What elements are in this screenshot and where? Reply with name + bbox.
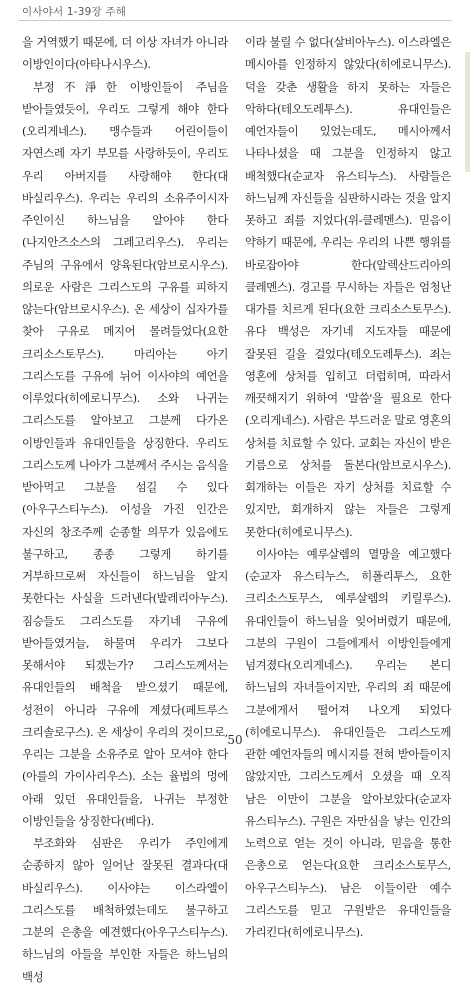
left-paragraph-2: 부정不淨한 이방인들이 주님을 받아들였듯이, 우리도 그렇게 해야 한다(오리게네스). 맹수들과 어린이들이 자연스레 자기 부모를 사랑하듯이, 우리도 우리 아버지를 사랑해야 한다(대 바실리우스). 우리는 우리의 소유주이시자 주인이신 하느님을 알아야 한다(나지안즈소스의 그레고리우스). 우리는 주님의 구유에서 양육된다(암브로시우스). 의로운 사람은 그리스도의 구유를 피하지 않는다(암브로시우스). 온 세상이 십자가를 찾아 구유로 메지어 몰려들었다(요한 크리소스토무스). 마리아는 아기 그리스도를 구유에 뉘어 이사야의 예언을 이루었다(히에로니무스). 소와 나귀는 그리스도를 알아보고 그분께 다가온 이방인들과 유대인들을 상징한다. 우리도 그리스도께 나아가 그분께서 주시는 음식을 받아먹고 그분을 섬길 수 있다(아우구스티누스). 이성을 가진 인간은 자신의 창조주께 순종할 의무가 있음에도 불구하고, 종종 그렇게 하기를 거부하므로써 자신들이 하느님을 알지 못한다는 사실을 드러낸다(발레리아누스). 짐승들도 그리스도를 자기네 구유에 받아들였거늘, 하물며 우리가 그보다 못해서야 되겠는가? 그리스도께서는 유대인들의 배척을 받으셨기 때문에, 성전이 아니라 구유에 계셨다(페트루스 크리솔로구스). 온 세상이 우리의 것이므로, 우리는 그분을 소유주로 알아 모셔야 한다(아를의 가이사리우스). 소는 율법의 멍에 아래 있던 유대인들을, 나귀는 부정한 이방인들을 상징한다(베다). — [22, 79, 228, 828]
chapter-tab — [465, 52, 470, 172]
left-paragraph-3: 부조화와 심판은 우리가 주인에게 순종하지 않아 일어난 잘못된 결과다(대 바실리우스). 이사야는 이스라엘이 그리스도를 배척하였는데도 불구하고 그분의 은총을 예견했다(아우구스티누스). 하느님의 아들을 부인한 자들은 하느님의 백성 — [22, 836, 228, 984]
header-rule — [18, 20, 452, 21]
running-header — [0, 0, 470, 22]
right-paragraph-2: 이사야는 예루살렘의 멸망을 예고했다(순교자 유스티누스, 히폴리투스, 요한 크리소스토무스, 예루살렘의 키릴루스). 유대인들이 하느님을 잊어버렸기 때문에, 그분의 구원이 그들에게서 이방인들에게 넘겨졌다(오리게네스). 우리는 본디 하느님의 자녀들이지만, 우리의 죄 때문에 그분에게서 떨어져 나오게 되었다(히에로니무스). 유대인들은 그리스도께 관한 예언자들의 메시지를 전혀 받아들이지 않았지만, 그리스도께서 오셨을 때 오직 남은 이만이 그분을 알아보았다(순교자 유스티누스). 구원은 자만심을 낳는 인간의 노력으로 얻는 것이 아니라, 믿음을 통한 은총으로 얻는다(요한 크리소스토무스, 아우구스티누스). 남은 이들이란 예수 그리스도를 믿고 구원받은 유대인들을 가리킨다(히에로니무스). — [245, 546, 451, 939]
column-gutter — [237, 31, 238, 691]
right-text-column — [245, 31, 451, 939]
left-text-column — [22, 31, 228, 984]
running-header-title: 이사야서 1-39장 주해 — [22, 6, 127, 18]
page-number: 50 — [227, 733, 243, 747]
right-paragraph-1: 이라 불릴 수 없다(살비아누스). 이스라엘은 메시아를 인정하지 않았다(히에로니무스). 덕을 갖춘 생활을 하지 못하는 자들은 악하다(테오도레투스). 유대인들은 예언자들이 있었는데도, 메시아께서 나타나셨을 때 그분을 인정하지 않고 배척했다(순교자 유스티누스). 사람들은 하느님께 자신들을 심판하시라는 것을 알지 못하고 죄를 지었다(위-클레멘스). 믿음이 약하기 때문에, 우리는 우리의 나쁜 행위를 바로잡아야 한다(알렉산드리아의 클레멘스). 경고를 무시하는 자들은 엄청난 대가를 치르게 된다(요한 크리소스토무스). 유다 백성은 자기네 지도자들 때문에 잘못된 길을 걸었다(테오도레투스). 죄는 영혼에 상처를 입히고 더럽히며, 따라서 깨끗해지기 위하여 '말씀'을 필요로 한다(오리게네스). 사람은 부드러운 말로 영혼의 상처를 치료할 수 있다. 교회는 자신이 받은 기름으로 상처를 돌본다(암브로시우스). 회개하는 이들은 자기 상처를 치료할 수 있지만, 회개하지 않는 자들은 그렇게 못한다(히에로니무스). — [245, 35, 451, 539]
left-paragraph-1: 을 거역했기 때문에, 더 이상 자녀가 아니라 이방인이다(아타나시우스). — [22, 35, 228, 72]
